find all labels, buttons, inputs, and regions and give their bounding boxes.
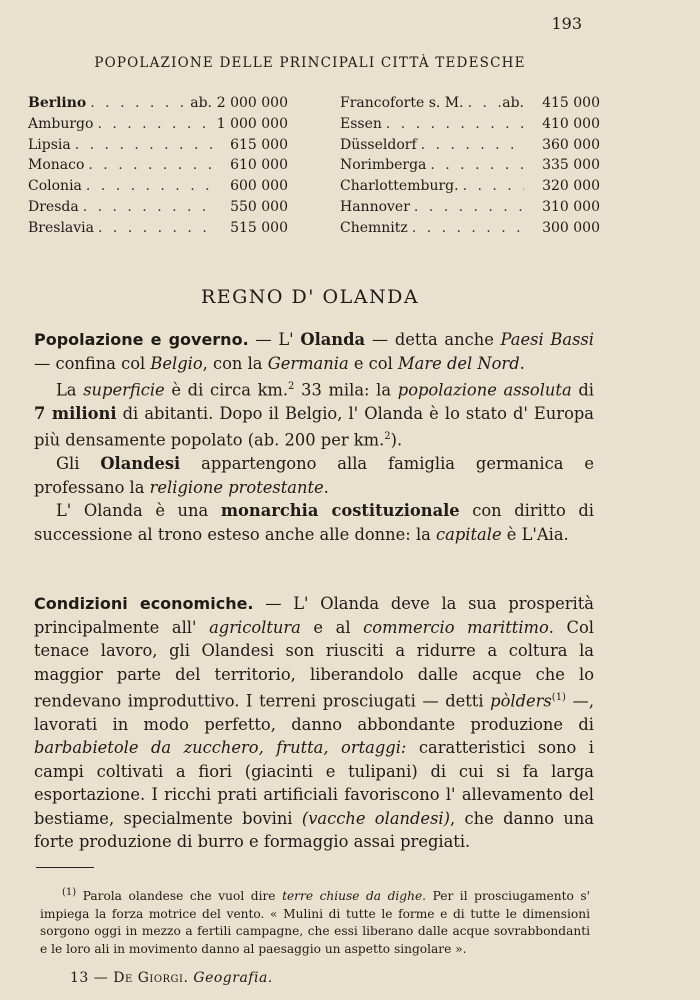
population-row <box>340 197 600 218</box>
government-paragraph-1: Popolazione e governo. — L' Olanda — detta anche Paesi Bassi — confina col Belgio, con la Germania e col Mare del Nord. <box>34 330 594 373</box>
city-name: Lipsia <box>28 136 71 153</box>
population-value: 1 000 000 <box>216 115 288 132</box>
population-row <box>28 93 288 114</box>
dot-leader <box>408 218 524 239</box>
abitanti-prefix: ab. <box>190 95 212 111</box>
city-name: Norimberga <box>340 157 427 174</box>
government-paragraph-2: La superficie è di circa km.$^2$ 33 mila: la popolazione assoluta di 7 milioni di abitanti. Dopo il Belgio, l' Olanda è lo stato d' Europa più densamente popolato (ab. 200 per km.$^2$). <box>34 380 594 450</box>
dot-leader <box>464 93 503 114</box>
population-value: 410 000 <box>542 115 600 132</box>
city-name: Breslavia <box>28 219 95 236</box>
population-value: 610 000 <box>230 157 288 174</box>
dot-leader <box>93 114 212 135</box>
population-right-column <box>340 93 600 239</box>
footnote: $^{(1)}$ Parola olandese che vuol dire terre chiuse da dighe. Per il prosciugamento s' impiega la forza motrice del vento. « Mulini di tutte le forme e di tutte le dimensioni sorgono oggi in mezzo a fertili campagne, che essi liberano dalle acque sovrabbondanti e le loro ali in movimento danno al paesaggio un aspetto singolare ». <box>40 887 590 956</box>
city-name: Monaco <box>28 157 85 174</box>
abitanti-prefix: ab. <box>502 95 524 111</box>
footnote-divider <box>36 867 94 868</box>
population-left-column <box>28 93 288 239</box>
economy-section <box>34 592 594 854</box>
population-row <box>28 155 288 176</box>
population-value: 300 000 <box>542 219 600 236</box>
dot-leader <box>382 114 524 135</box>
city-name: Charlottemburg. <box>340 178 459 195</box>
footnote-reference: (1) <box>551 692 566 703</box>
signature-footer: 13 — De Giorgi. Geografia. <box>70 970 273 986</box>
population-value: 515 000 <box>230 219 288 236</box>
population-value: 2 000 000 <box>216 95 288 111</box>
population-row <box>340 218 600 239</box>
city-name: Dresda <box>28 198 79 215</box>
government-paragraph-3: Gli Olandesi appartengono alla famiglia germanica e professano la religione protestante. <box>34 454 594 497</box>
government-section <box>34 328 594 546</box>
population-row <box>28 135 288 156</box>
city-name: Francoforte s. M. <box>340 95 464 111</box>
dot-leader <box>94 218 212 239</box>
dot-leader <box>459 176 524 197</box>
population-row <box>28 197 288 218</box>
city-name: Essen <box>340 115 382 132</box>
dot-leader <box>410 197 524 218</box>
city-name: Düsseldorf <box>340 136 417 153</box>
dot-leader <box>426 155 524 176</box>
dot-leader <box>86 93 190 114</box>
city-name: Colonia <box>28 178 82 195</box>
section-title: REGNO D' OLANDA <box>200 286 420 308</box>
city-name: Chemnitz <box>340 219 408 236</box>
population-value: 415 000 <box>542 95 600 111</box>
population-row <box>340 135 600 156</box>
population-row <box>340 93 600 114</box>
population-value: 320 000 <box>542 178 600 195</box>
population-table-title: POPOLAZIONE DELLE PRINCIPALI CITTÀ TEDESCHE <box>94 55 526 71</box>
city-name: Amburgo <box>28 115 94 132</box>
page-number: 193 <box>551 14 582 33</box>
population-value: 360 000 <box>542 136 600 153</box>
population-value: 615 000 <box>230 136 288 153</box>
population-row <box>28 218 288 239</box>
population-row <box>340 114 600 135</box>
city-name: Hannover <box>340 198 410 215</box>
population-row <box>28 176 288 197</box>
population-row <box>340 155 600 176</box>
population-value: 600 000 <box>230 178 288 195</box>
population-row <box>28 114 288 135</box>
dot-leader <box>71 135 212 156</box>
dot-leader <box>417 135 524 156</box>
dot-leader <box>82 176 212 197</box>
government-paragraph-4: L' Olanda è una monarchia costituzionale con diritto di successione al trono esteso anche alle donne: la capitale è L'Aia. <box>34 501 594 544</box>
city-name: Berlino <box>28 95 87 111</box>
dot-leader <box>84 155 212 176</box>
population-value: 550 000 <box>230 198 288 215</box>
population-value: 335 000 <box>542 157 600 174</box>
economy-paragraph: Condizioni economiche. — L' Olanda deve la sua prosperità principalmente all' agricoltura e al commercio marittimo. Col tenace lavoro, gli Olandesi son riusciti a ridurre a coltura la maggior parte del territorio, liberandolo dalle acque che lo rendevano improduttivo. I terreni prosciugati — detti pòlders$^{(1)}$ —, lavorati in modo perfetto, danno abbondante produzione di barbabietole da zucchero, frutta, ortaggi: caratteristici sono i campi coltivati a fiori (giacinti e tulipani) di cui si fa larga esportazione. I ricchi prati artificiali favoriscono l' allevamento del bestiame, specialmente bovini (vacche olandesi), che danno una forte produzione di burro e formaggio assai pregiati. <box>34 594 595 852</box>
dot-leader <box>79 197 212 218</box>
population-row <box>340 176 600 197</box>
population-value: 310 000 <box>542 198 600 215</box>
